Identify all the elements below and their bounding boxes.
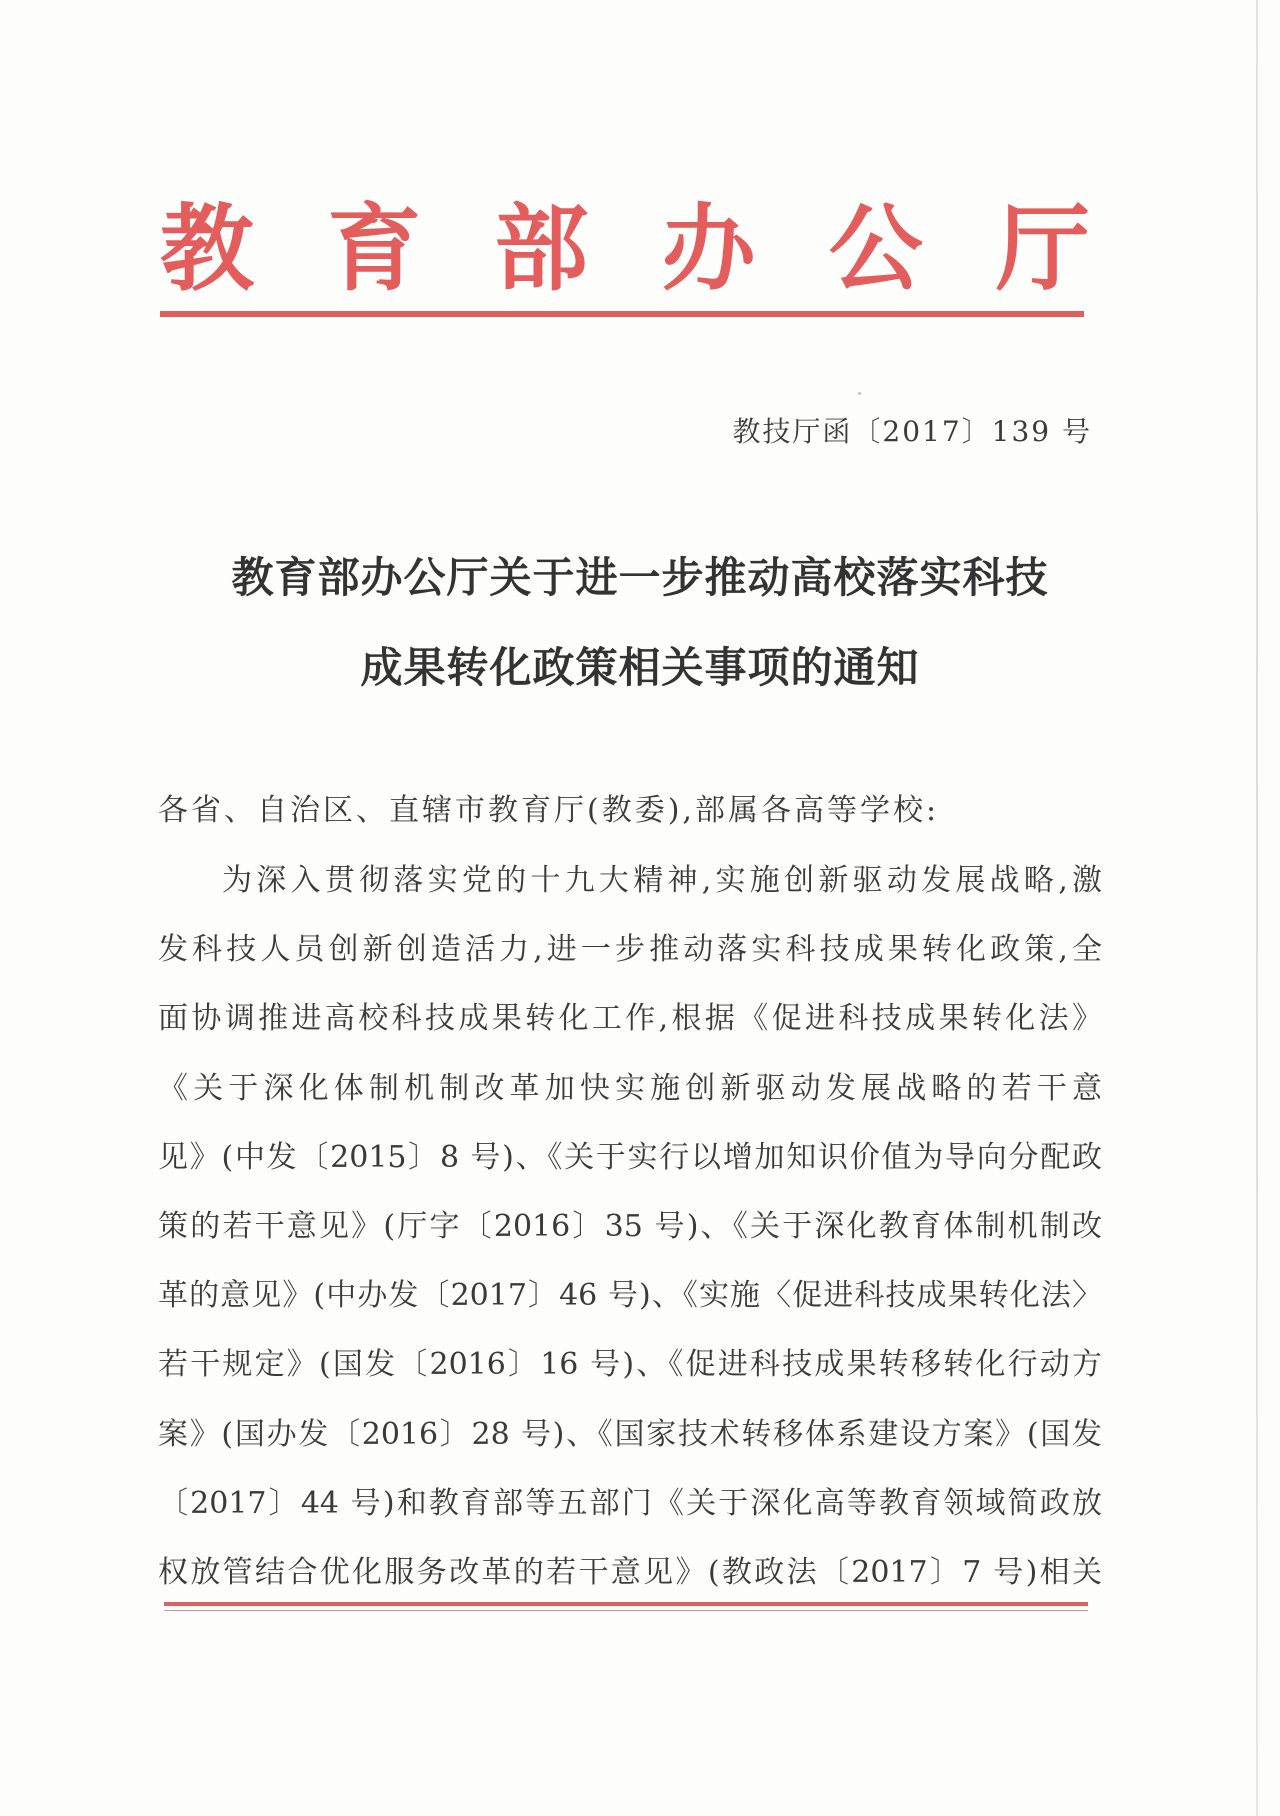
body-line: 权放管结合优化服务改革的若干意见》(教政法〔2017〕7 号)相关 [158, 1555, 1102, 1590]
letterhead-char: 办 [661, 193, 756, 304]
body-line: 《关于深化体制机制改革加快实施创新驱动发展战略的若干意 [158, 1071, 1102, 1106]
letterhead [160, 180, 1090, 304]
footer-red-rule [164, 1602, 1088, 1606]
letterhead-char: 公 [828, 193, 923, 304]
body-line: 发科技人员创新创造活力,进一步推动落实科技成果转化政策,全 [158, 932, 1102, 967]
document-title-line-2: 成果转化政策相关事项的通知 [360, 643, 920, 692]
body-line: 面协调推进高校科技成果转化工作,根据《促进科技成果转化法》 [158, 1001, 1102, 1036]
footer-red-rule-thin [164, 1610, 1088, 1611]
scan-speck [858, 392, 861, 395]
letterhead-char: 部 [494, 193, 589, 304]
body-line: 革的意见》(中办发〔2017〕46 号)、《实施〈促进科技成果转化法〉 [158, 1278, 1102, 1313]
body-line: 〔2017〕44 号)和教育部等五部门《关于深化高等教育领域简政放 [158, 1486, 1102, 1521]
scan-edge-line [1256, 0, 1258, 1816]
letterhead-char: 教 [160, 193, 255, 304]
document-number: 教技厅函〔2017〕139 号 [732, 415, 1092, 448]
body-line: 策的若干意见》(厅字〔2016〕35 号)、《关于深化教育体制机制改 [158, 1209, 1102, 1244]
addressee-line: 各省、自治区、直辖市教育厅(教委),部属各高等学校: [158, 793, 940, 828]
letterhead-red-rule [160, 311, 1084, 317]
document-title-line-1: 教育部办公厅关于进一步推动高校落实科技 [231, 553, 1049, 602]
body-line: 为深入贯彻落实党的十九大精神,实施创新驱动发展战略,激 [222, 863, 1102, 898]
letterhead-char: 厅 [995, 193, 1090, 304]
body-line: 见》(中发〔2015〕8 号)、《关于实行以增加知识价值为导向分配政 [158, 1140, 1102, 1175]
letterhead-char: 育 [327, 193, 422, 304]
body-line: 若干规定》(国发〔2016〕16 号)、《促进科技成果转移转化行动方 [158, 1347, 1102, 1382]
body-line: 案》(国办发〔2016〕28 号)、《国家技术转移体系建设方案》(国发 [158, 1417, 1102, 1452]
